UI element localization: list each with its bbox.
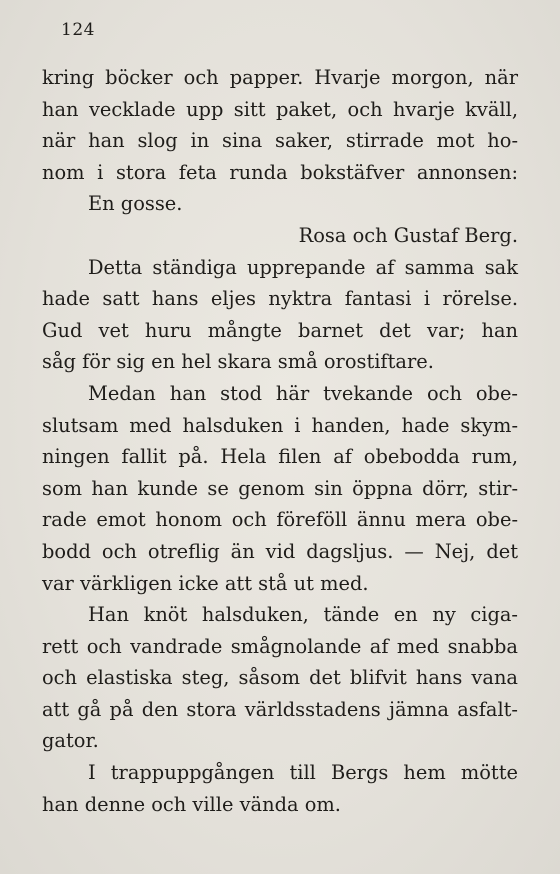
text-line: Medan han stod här tvekande och obe- xyxy=(88,381,518,405)
page-number: 124 xyxy=(61,20,95,40)
text-line: han vecklade upp sitt paket, och hvarje kväll, xyxy=(42,97,518,121)
text-line: bodd och otreflig än vid dagsljus. — Nej, det xyxy=(42,539,518,563)
text-line: att gå på den stora världsstadens jämna asfalt- xyxy=(42,697,518,721)
text-line: En gosse. xyxy=(88,192,183,216)
text-line: slutsam med halsduken i handen, hade skym- xyxy=(42,413,518,437)
text-line: kring böcker och papper. Hvarje morgon, när xyxy=(42,66,518,89)
text-line: och elastiska steg, såsom det blifvit hans vana xyxy=(42,666,518,690)
text-line: gator. xyxy=(42,729,99,753)
text-line: ningen fallit på. Hela filen af obebodda rum, xyxy=(42,445,518,469)
text-line: I trappuppgången till Bergs hem mötte xyxy=(88,761,518,785)
text-line: han denne och ville vända om. xyxy=(42,792,341,816)
text-line: Han knöt halsduken, tände en ny ciga- xyxy=(88,603,518,627)
text-line: Detta ständiga upprepande af samma sak xyxy=(88,255,518,279)
text-line: såg för sig en hel skara små orostiftare. xyxy=(42,350,434,374)
text-line: Gud vet huru mångte barnet det var; han xyxy=(42,318,518,342)
text-line: som han kunde se genom sin öppna dörr, stir- xyxy=(42,476,518,500)
signature-line: Rosa och Gustaf Berg. xyxy=(298,223,518,247)
text-line: nom i stora feta runda bokstäfver annonsen: xyxy=(42,160,518,184)
text-line: var värkligen icke att stå ut med. xyxy=(42,571,369,595)
text-line: rett och vandrade smågnolande af med snabba xyxy=(42,634,518,658)
body-text xyxy=(42,62,518,820)
text-line: rade emot honom och föreföll ännu mera obe- xyxy=(42,508,518,532)
text-line: när han slog in sina saker, stirrade mot ho- xyxy=(42,129,518,153)
text-line: hade satt hans eljes nyktra fantasi i rörelse. xyxy=(42,287,518,311)
